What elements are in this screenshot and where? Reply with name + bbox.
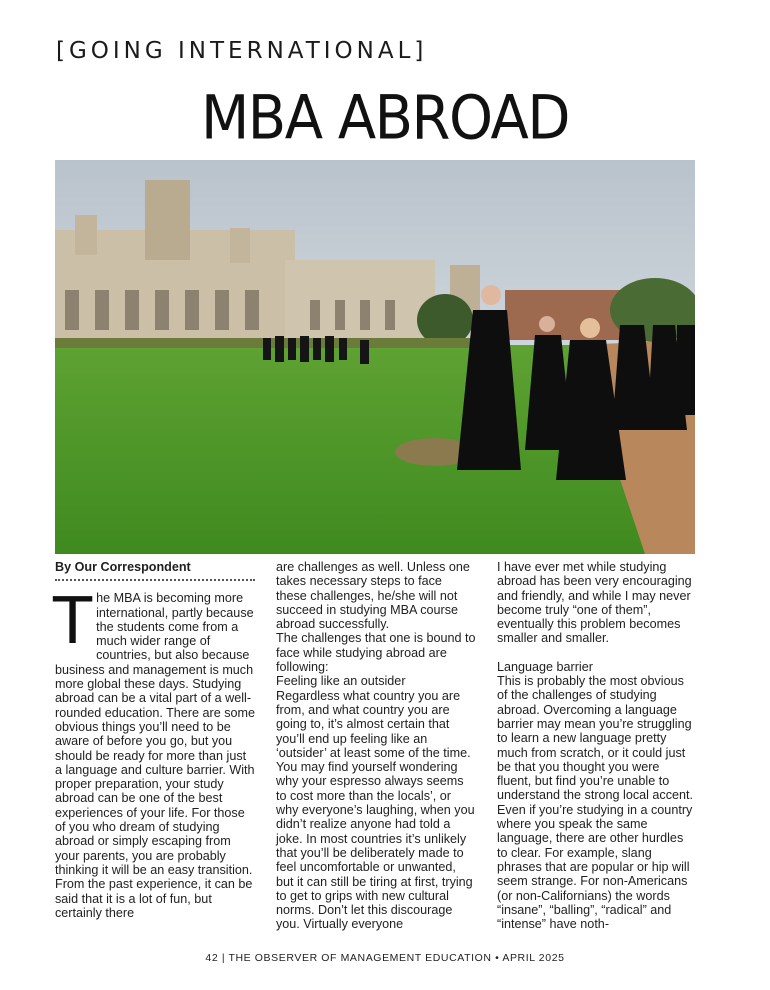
section-tag: [GOING INTERNATIONAL]	[56, 38, 428, 64]
paragraph: This is probably the most obvious of the challenges of studying abroad. Overcoming a language barrier may mean you’re struggling to learn a new language pretty much from scratch, or it could just be that you thought you were fluent, but find you’re unable to understand the strong local accent. Even if you’re studying in a country where you speak the same language, there are other hurdles to clear. For example, slang phrases that are popular or hip will seem strange. For non-Americans (or non-Californians) the words “insane”, “balling”, “radical” and “intense” have noth-	[497, 674, 694, 932]
subheading-language-barrier: Language barrier	[497, 659, 593, 674]
article-column-3	[497, 560, 697, 931]
article-column-1	[55, 560, 255, 920]
article-intro	[53, 585, 255, 920]
page-footer: 42 | THE OBSERVER OF MANAGEMENT EDUCATION • APRIL 2025	[205, 952, 565, 964]
article-photo	[55, 160, 695, 554]
byline: By Our Correspondent	[55, 560, 255, 581]
paragraph: The challenges that one is bound to face while studying abroad are following:	[276, 631, 476, 675]
intro-text: he MBA is becoming more international, partly because the students come from a much wider range of countries, but also because business and management is much more global these days. Studying abroad can be a vital part of a well-rounded education. There are some obvious things you’ll need to be aware of before you go, but you should be ready for more than just a language and culture barrier. With proper preparation, your study abroad can be one of the best experiences of your life. For those of you who dream of studying abroad or simply escaping from your parents, you are probably thinking it will be an easy transition. From the past experience, it can be said that it is a lot of fun, but certainly there	[55, 591, 255, 920]
subheading-outsider: Feeling like an outsider	[276, 674, 406, 689]
headline: MBA ABROAD	[200, 83, 569, 154]
article-column-2	[276, 560, 476, 932]
drop-cap: T	[53, 585, 93, 660]
paragraph: Regardless what country you are from, and what country you are going to, it’s almost certain that you’ll end up feeling like an ‘outsider’ at least some of the time. You may find yourself wondering why your espresso always seems to cost more than the locals’, or why everyone’s laughing, when you didn’t realize anyone had told a joke. In most countries it’s unlikely that you’ll be deliberately made to feel uncomfortable or unwanted, but it can still be tiring at first, trying to get to grips with new cultural norms. Don’t let this discourage you. Virtually everyone	[276, 688, 475, 932]
paragraph: I have ever met while studying abroad has been very encouraging and friendly, and while I may never become truly “one of them”, eventually this problem becomes smaller and smaller.	[497, 560, 692, 646]
paragraph: are challenges as well. Unless one takes necessary steps to face these challenges, he/she will not succeed in studying MBA course abroad successfully.	[276, 560, 470, 632]
